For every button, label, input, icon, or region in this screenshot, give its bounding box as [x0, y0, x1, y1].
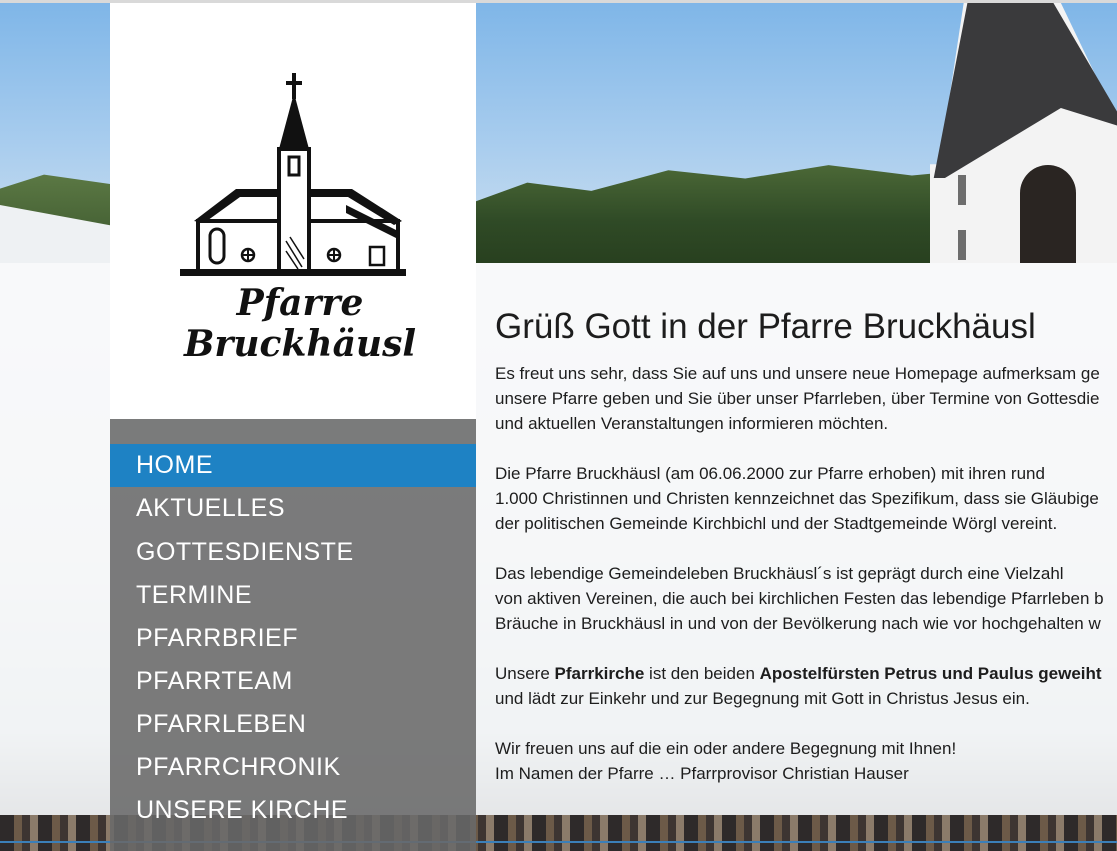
page-title: Grüß Gott in der Pfarre Bruckhäusl: [495, 307, 1036, 346]
parish-paragraph: [495, 461, 1117, 536]
main-content: [495, 305, 1117, 786]
text-line: von aktiven Vereinen, die auch bei kirchlichen Festen das lebendige Pfarrleben b: [495, 589, 1104, 608]
community-paragraph: [495, 561, 1117, 636]
nav-item-unsere-kirche[interactable]: UNSERE KIRCHE: [136, 796, 349, 824]
text-line: der politischen Gemeinde Kirchbichl und der Stadtgemeinde Wörgl vereint.: [495, 514, 1058, 533]
tower-slot: [958, 230, 966, 260]
nav-item-pfarrleben[interactable]: PFARRLEBEN: [136, 710, 307, 738]
main-navigation: [110, 419, 476, 851]
nav-item-pfarrchronik[interactable]: PFARRCHRONIK: [136, 753, 341, 781]
nav-item-pfarrteam[interactable]: PFARRTEAM: [136, 667, 293, 695]
logo-text: [170, 283, 430, 365]
nav-item-pfarrbrief[interactable]: PFARRBRIEF: [136, 624, 298, 652]
text-line: Es freut uns sehr, dass Sie auf uns und unsere neue Homepage aufmerksam ge: [495, 364, 1100, 383]
logo-line-2: Bruckhäusl: [183, 323, 417, 365]
text-line: 1.000 Christinnen und Christen kennzeichnet das Spezifikum, dass sie Gläubige: [495, 489, 1099, 508]
intro-paragraph: [495, 361, 1117, 436]
church-tower-window: [1020, 165, 1076, 263]
text-segment: ist den beiden: [644, 664, 760, 683]
signature-line: Im Namen der Pfarre … Pfarrprovisor Christian Hauser: [495, 764, 909, 783]
nav-item-home[interactable]: HOME: [110, 444, 476, 487]
text-line: unsere Pfarre geben und Sie über unser Pfarrleben, über Termine von Gottesdie: [495, 389, 1100, 408]
tower-slot: [958, 175, 966, 205]
text-bold-apostelfuersten: Apostelfürsten Petrus und Paulus geweiht: [759, 664, 1102, 683]
closing-paragraph: [495, 736, 1117, 786]
nav-item-gottesdienste[interactable]: GOTTESDIENSTE: [136, 538, 354, 566]
church-paragraph: [495, 661, 1117, 711]
text-bold-pfarrkirche: Pfarrkirche: [554, 664, 645, 683]
top-border: [0, 0, 1117, 3]
text-line: und aktuellen Veranstaltungen informieren möchten.: [495, 414, 889, 433]
text-line: Die Pfarre Bruckhäusl (am 06.06.2000 zur Pfarre erhoben) mit ihren rund: [495, 464, 1045, 483]
text-line: Das lebendige Gemeindeleben Bruckhäusl´s ist geprägt durch eine Vielzahl: [495, 564, 1064, 583]
text-line: und lädt zur Einkehr und zur Begegnung mit Gott in Christus Jesus ein.: [495, 689, 1030, 708]
nav-item-termine[interactable]: TERMINE: [136, 581, 252, 609]
text-line: Bräuche in Bruckhäusl in und von der Bevölkerung nach wie vor hochgehalten w: [495, 614, 1101, 633]
logo-panel[interactable]: [110, 3, 476, 419]
logo-line-1: Pfarre: [236, 282, 364, 324]
text-segment: Unsere: [495, 664, 555, 683]
text-line: Wir freuen uns auf die ein oder andere Begegnung mit Ihnen!: [495, 739, 957, 758]
church-logo-icon: [176, 71, 422, 277]
nav-item-aktuelles[interactable]: AKTUELLES: [136, 494, 286, 522]
